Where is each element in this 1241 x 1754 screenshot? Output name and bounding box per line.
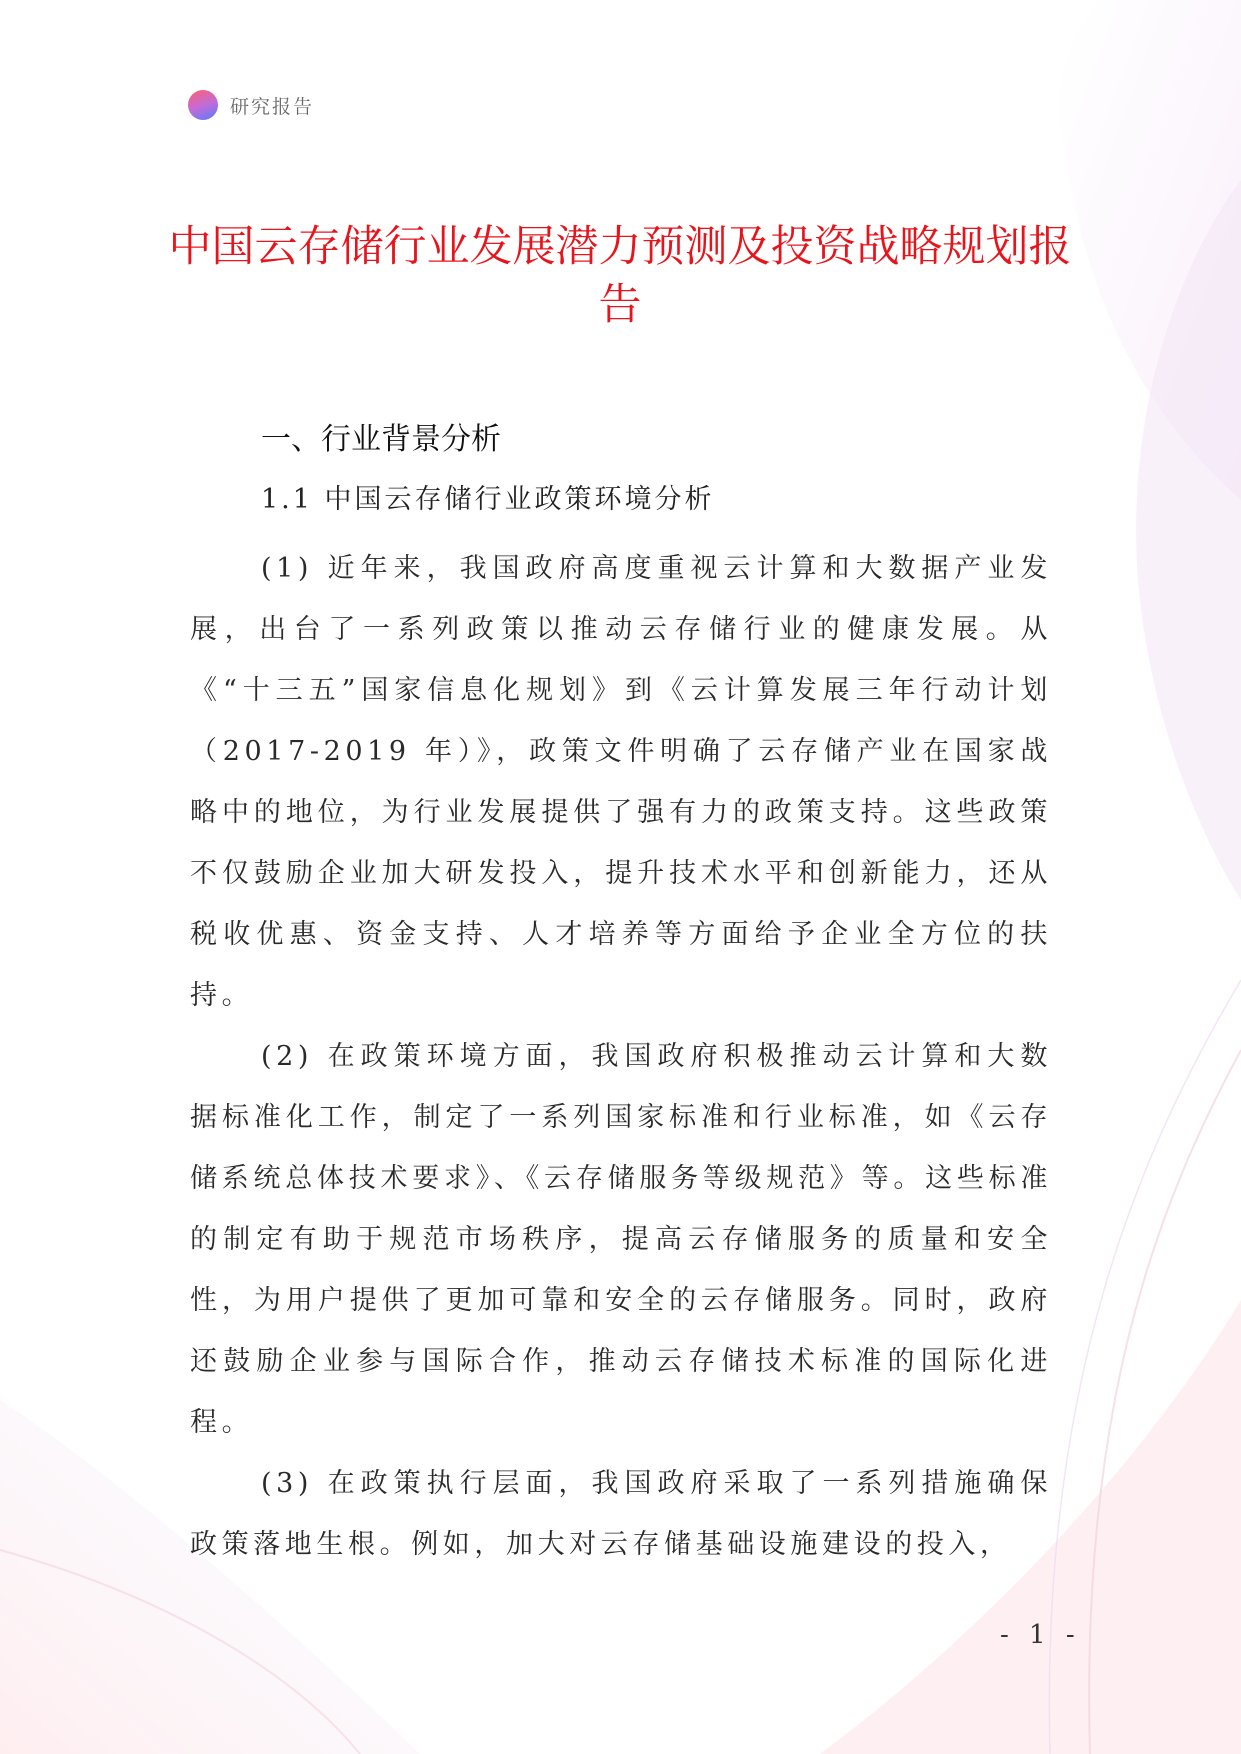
- paragraph-2: (2) 在政策环境方面，我国政府积极推动云计算和大数据标准化工作，制定了一系列国家标准和行业标准，如《云存储系统总体技术要求》、《云存储服务等级规范》等。这些标准的制定有助于规范市场秩序，提高云存储服务的质量和安全性，为用户提供了更加可靠和安全的云存储服务。同时，政府还鼓励企业参与国际合作，推动云存储技术标准的国际化进程。: [190, 1041, 1052, 1438]
- page-number: - 1 -: [1000, 1620, 1081, 1650]
- section-heading: 一、行业背景分析: [261, 422, 501, 457]
- header-label: 研究报告: [230, 95, 315, 118]
- document-body: [190, 418, 1052, 1575]
- paragraph-1: (1) 近年来，我国政府高度重视云计算和大数据产业发展，出台了一系列政策以推动云存储行业的健康发展。从《“十三五”国家信息化规划》到《云计算发展三年行动计划（2017-2019 年）》，政策文件明确了云存储产业在国家战略中的地位，为行业发展提供了强有力的政策支持。这些政策不仅鼓励企业加大研发投入，提升技术水平和创新能力，还从税收优惠、资金支持、人才培养等方面给予企业全方位的扶持。: [190, 553, 1052, 1011]
- paragraph-3: (3) 在政策执行层面，我国政府采取了一系列措施确保政策落地生根。例如，加大对云存储基础设施建设的投入，: [190, 1468, 1052, 1560]
- logo-circle-icon: [188, 90, 218, 120]
- report-header: [188, 88, 314, 122]
- document-title: 中国云存储行业发展潜力预测及投资战略规划报告: [168, 222, 1072, 330]
- subsection-heading: 1.1 中国云存储行业政策环境分析: [261, 484, 715, 515]
